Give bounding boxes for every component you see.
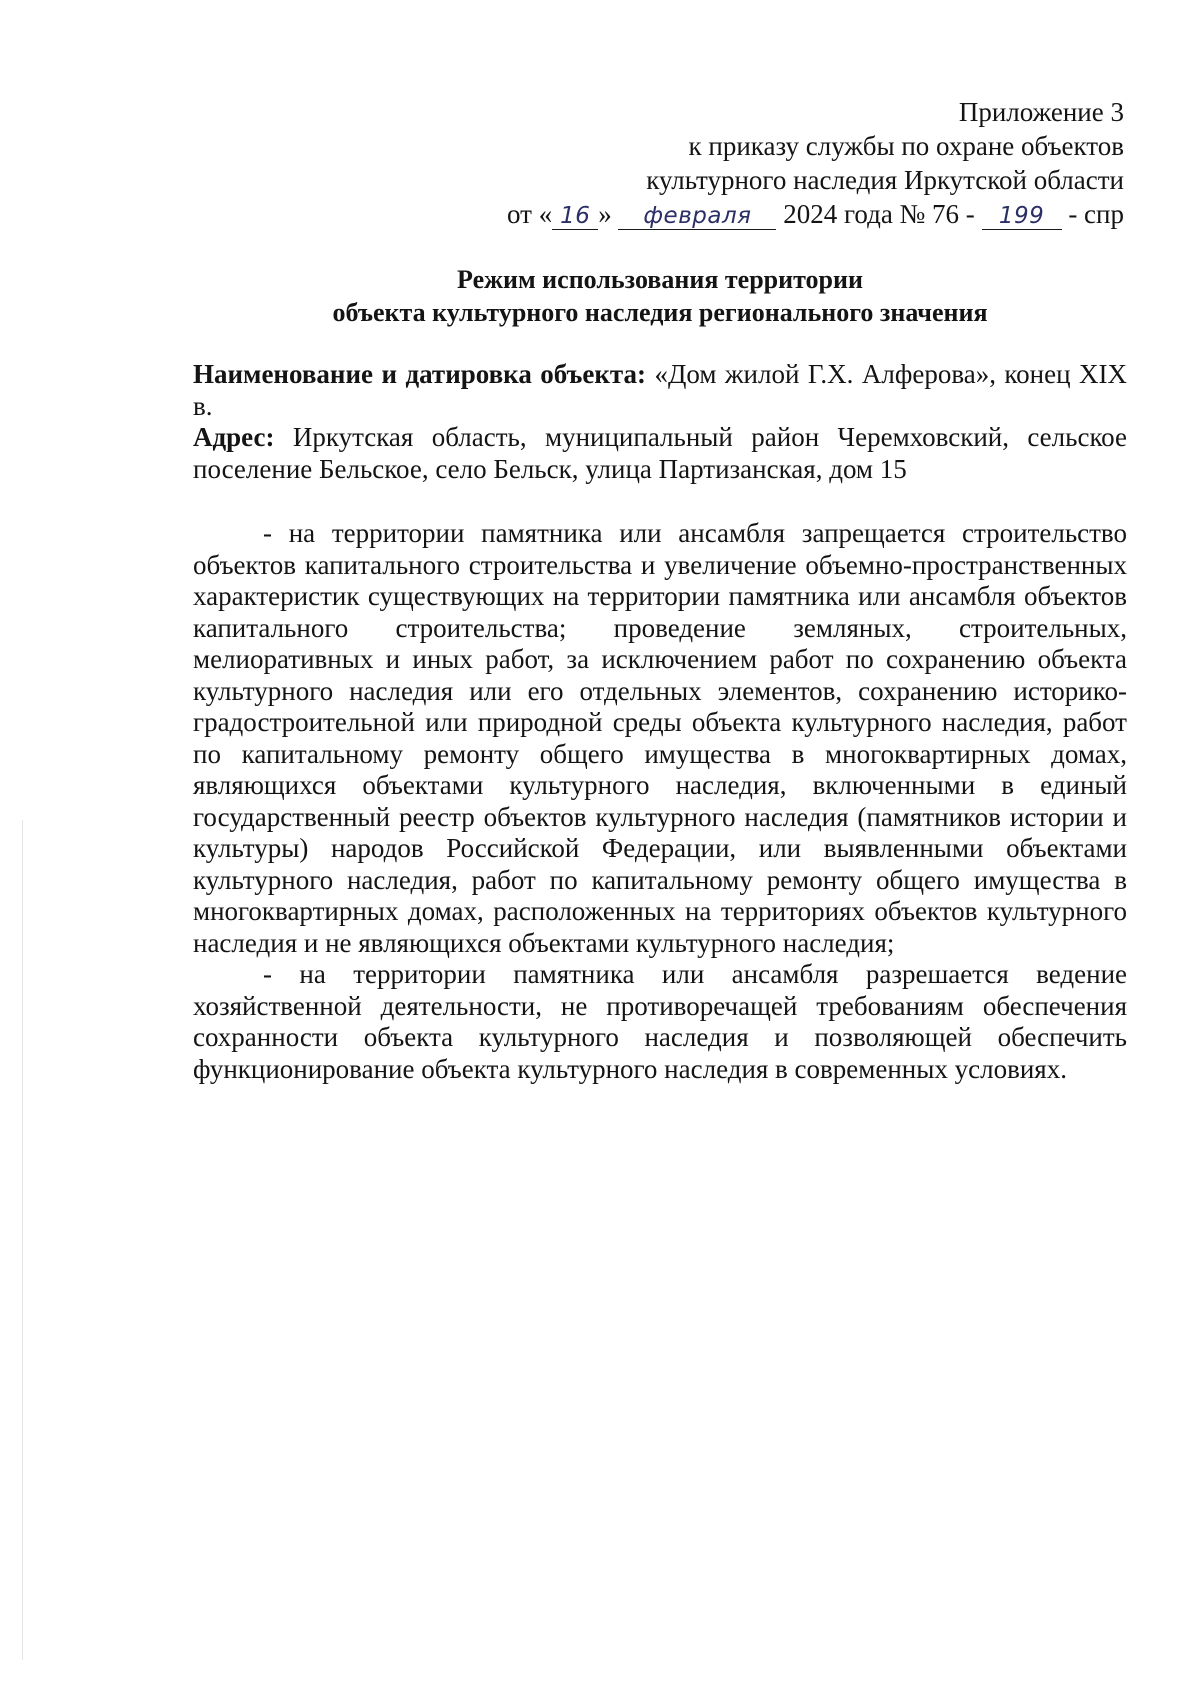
paragraph-spacer: [193, 485, 1127, 518]
date-quote-close: »: [598, 199, 612, 229]
year-and-number-prefix: 2024 года № 76 -: [783, 199, 975, 229]
object-name-label: Наименование и датировка объекта:: [193, 359, 646, 389]
object-name-paragraph: [193, 359, 1127, 422]
issuing-authority-line: культурного наследия Иркутской области: [646, 165, 1124, 195]
handwritten-day: 16: [552, 203, 598, 230]
address-paragraph: [193, 422, 1127, 485]
document-title: [190, 263, 1130, 329]
address-value: Иркутская область, муниципальный район Черемховский, сельское поселение Бельское, село Бельск, улица Партизанская, дом 15: [193, 422, 1127, 484]
order-date-number-line: [424, 197, 1124, 231]
permission-paragraph: - на территории памятника или ансамбля разрешается ведение хозяйственной деятельности, не противоречащей требованиям обеспечения сохранности объекта культурного наследия и позволяющей обеспечить функционирование объекта культурного наследия в современных условиях.: [193, 959, 1127, 1084]
date-prefix: от «: [507, 199, 553, 229]
scan-edge-line: [22, 820, 23, 1660]
object-name-value: «Дом жилой Г.Х. Алферова», конец XIX в.: [193, 359, 1127, 421]
order-suffix: - спр: [1068, 199, 1124, 229]
title-line-2: объекта культурного наследия регионального значения: [332, 298, 988, 327]
title-line-1: Режим использования территории: [457, 265, 863, 294]
order-reference-line: к приказу службы по охране объектов: [688, 131, 1124, 161]
address-label: Адрес:: [193, 422, 275, 452]
handwritten-order-number: 199: [982, 203, 1062, 230]
appendix-number: Приложение 3: [958, 97, 1124, 127]
appendix-header: [424, 95, 1124, 231]
handwritten-month: февраля: [618, 203, 776, 230]
document-body: [193, 359, 1127, 1085]
prohibition-paragraph: - на территории памятника или ансамбля запрещается строительство объектов капитального строительства и увеличение объемно-пространственных характеристик существующих на территории памятника или ансамбля объектов капитального строительства; проведение земляных, строительных, мелиоративных и иных работ, за исключением работ по сохранению объекта культурного наследия или его отдельных элементов, сохранению историко-градостроительной или природной среды объекта культурного наследия, работ по капитальному ремонту общего имущества в многоквартирных домах, являющихся объектами культурного наследия, включенными в единый государственный реестр объектов культурного наследия (памятников истории и культуры) народов Российской Федерации, или выявленными объектами культурного наследия, работ по капитальному ремонту общего имущества в многоквартирных домах, расположенных на территориях объектов культурного наследия и не являющихся объектами культурного наследия;: [193, 518, 1127, 958]
